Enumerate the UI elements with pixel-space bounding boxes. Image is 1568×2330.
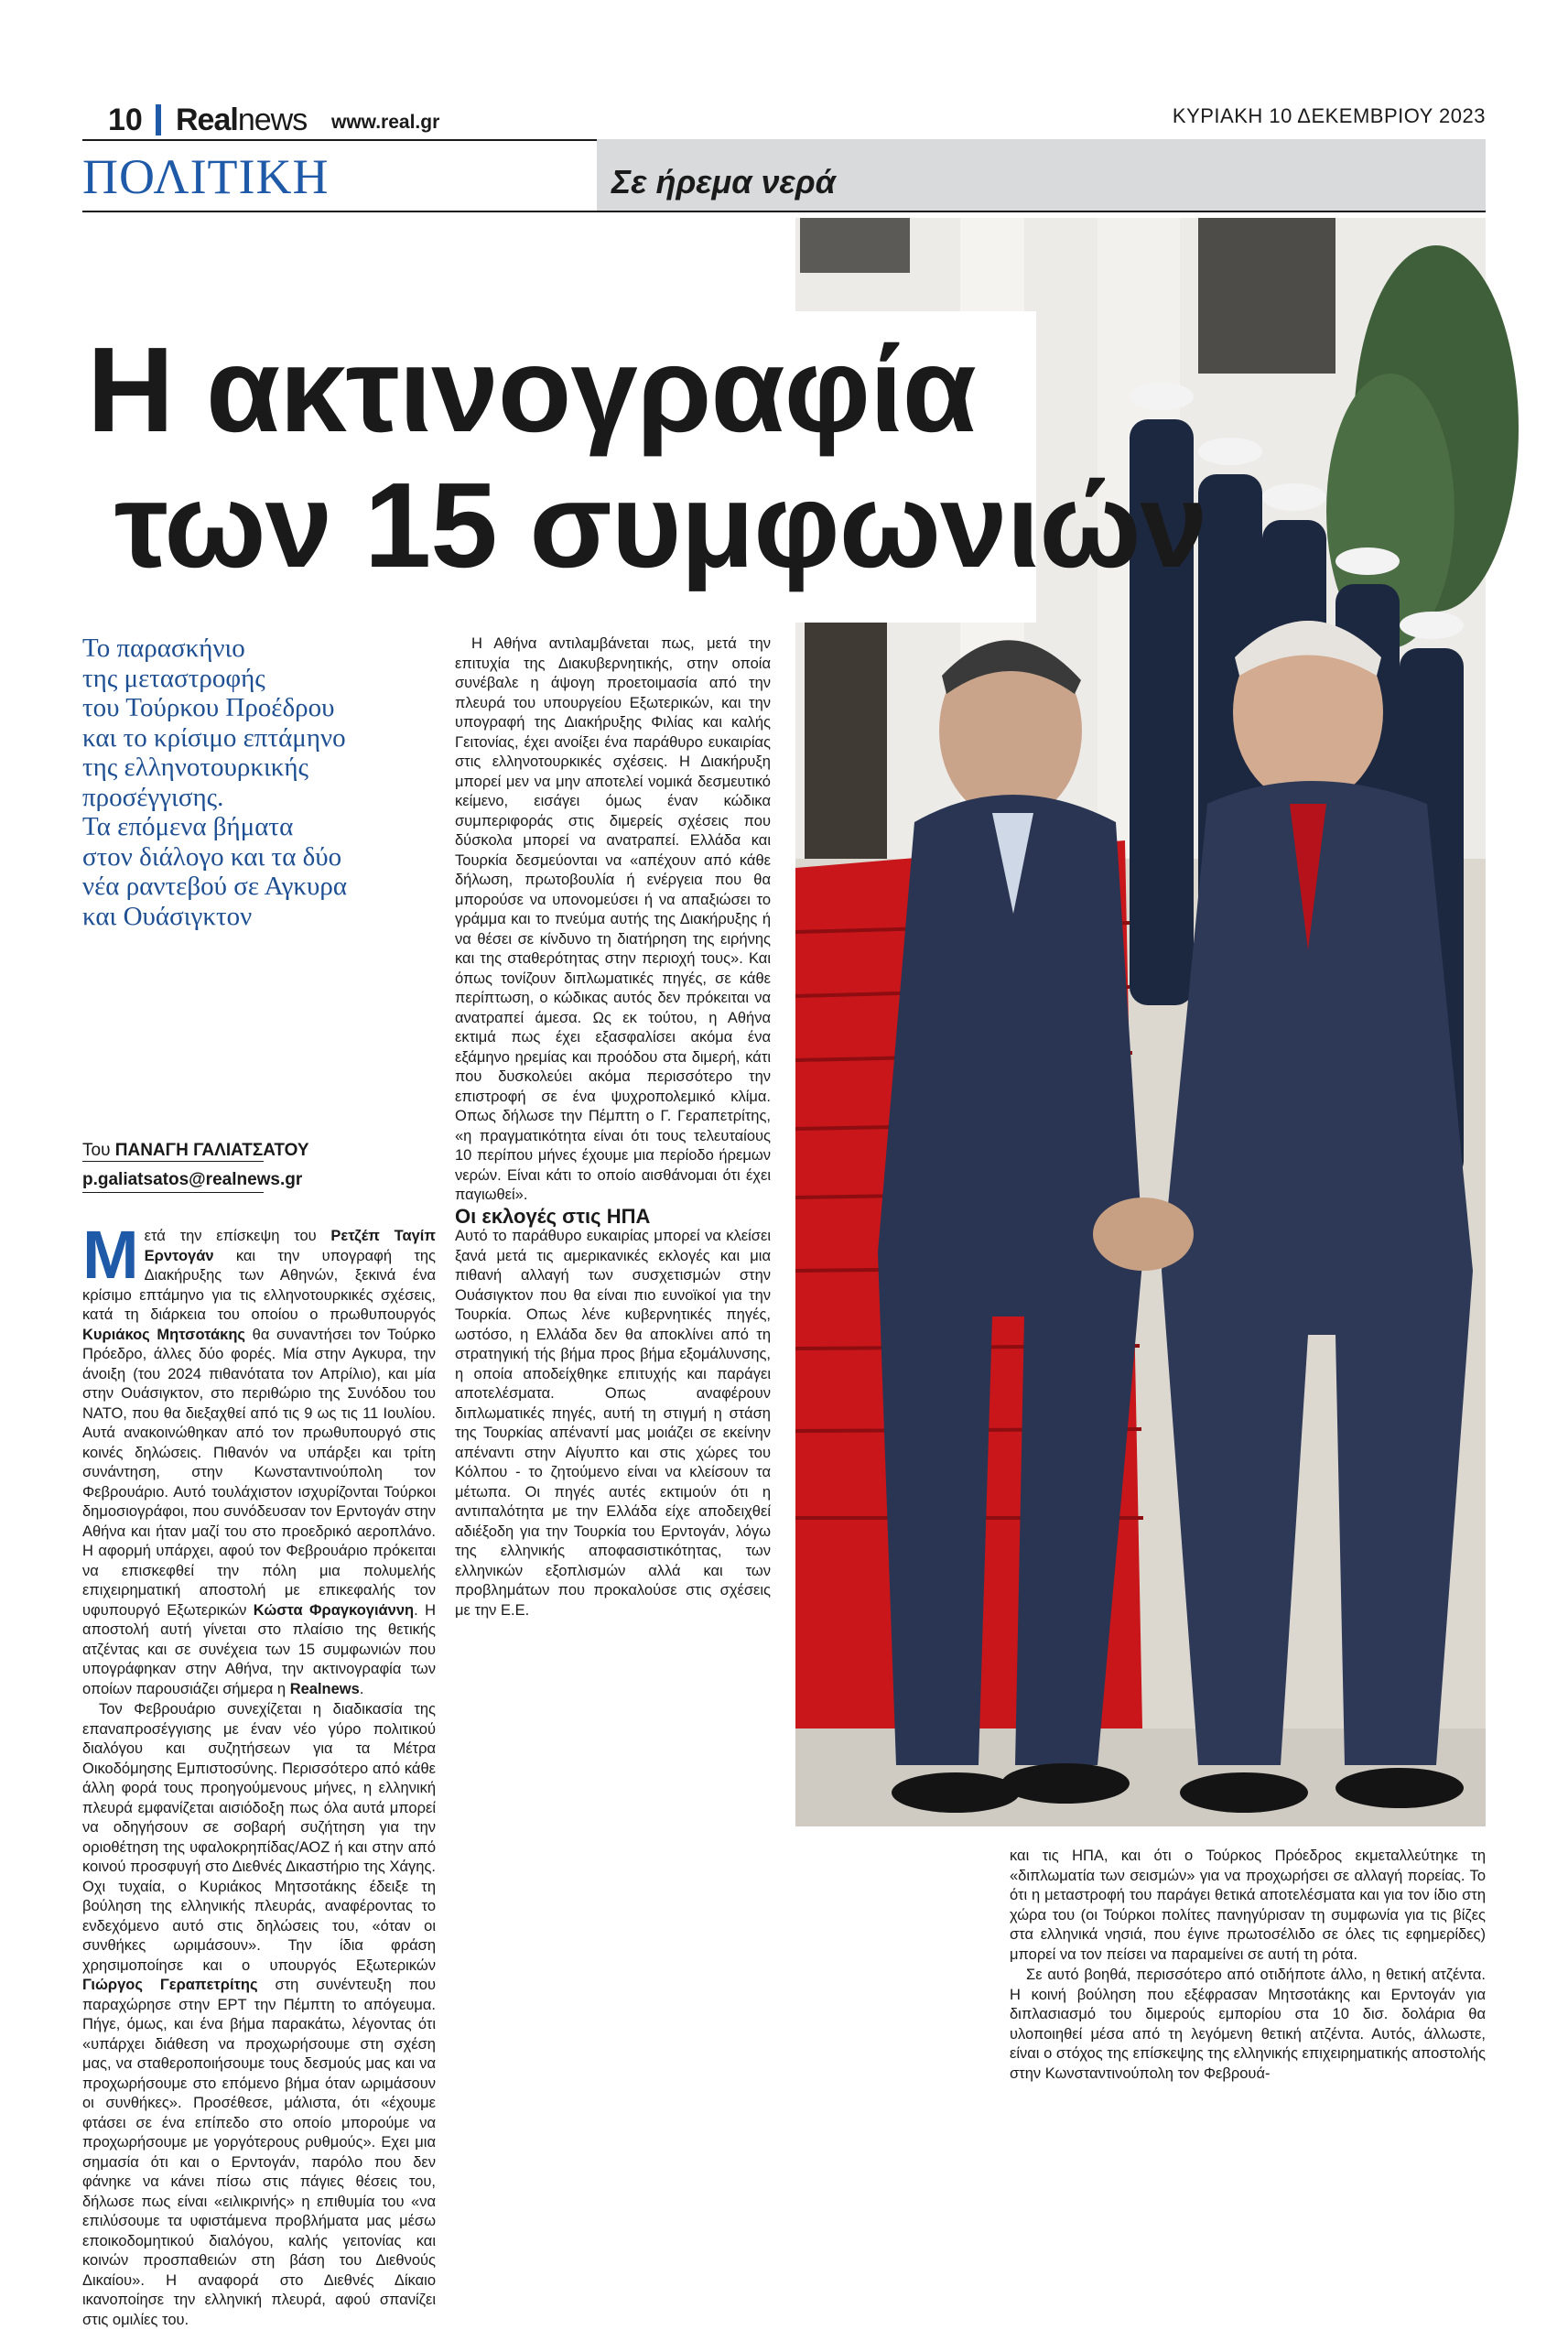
- deck-line: της ελληνοτουρκικής: [82, 753, 309, 782]
- brand-logo: [176, 103, 307, 138]
- name-realnews: Realnews: [289, 1680, 360, 1697]
- text-run: θα συναντήσει τον Τούρκο Πρόεδρο, άλλες δύο φορές. Μία στην Αγκυρα, την άνοιξη (του 2024 πιθανότατα τον Απρίλιο), και μία στην Ουάσιγκτον, στο περιθώριο της Συνόδου του ΝΑΤΟ, που θα διεξαχθεί από τις 9 ως τις 11 Ιουλίου. Αυτά ανακοινώθηκαν από τον πρωθυπουργό στις κοινές δηλώσεις. Πιθανόν να υπάρξει και τρίτη συνάντηση, στην Κωνσταντινούπολη τον Φεβρουάριο. Αυτό τουλάχιστον ισχυρίζονται Τούρκοι δημοσιογράφοι, που συνόδευσαν τον Ερντογάν στην Αθήνα και ήταν μαζί του στο προεδρικό αεροπλάνο. Η αφορμή υπάρχει, αφού τον Φεβρουάριο πρόκειται να επισκεφθεί την πόλη μια πολυμελής επιχειρηματική αποστολή με επικεφαλής τον υφυπουργό Εξωτερικών: [82, 1326, 436, 1619]
- headline: [87, 322, 1206, 593]
- text-run: . Η αποστολή αυτή γίνεται στο πλαίσιο της θετικής ατζέντας και σε συνέχεια των 15 συμφωνιών που υπογράφηκαν στην Αθήνα, την ακτινογραφία των οποίων παρουσιάζει σήμερα η: [82, 1601, 436, 1697]
- paragraph: Αυτό το παράθυρο ευκαιρίας μπορεί να κλείσει ξανά μετά τις αμερικανικές εκλογές και μια πιθανή αλλαγή των συσχετισμών στην Ουάσιγκτον που θα είναι πιο ευνοϊκοί για την Τουρκία. Οπως λένε κυβερνητικές πηγές, ωστόσο, η Ελλάδα δεν θα αποκλίνει από τη στρατηγική τής βήμα προς βήμα εξομάλυνσης, η οποία αποδείχθηκε επιτυχής και παράγει αποτελέσματα. Οπως αναφέρουν διπλωματικές πηγές, αυτή τη στιγμή η στάση της Τουρκίας απέναντί μας μοιάζει σε εκείνην απέναντι στην Αίγυπτο και στις χώρες του Κόλπου - το ζητούμενο είναι να κλείσουν τα μέτωπα. Οι πηγές αυτές εκτιμούν ότι η αντιπαλότητα με την Ελλάδα είχε αποδειχθεί αδιέξοδη για την Τουρκία του Ερντογάν, λόγω της ελληνικής αποφασιστικότητας, των ελληνικών εξοπλισμών αλλά και των προβλημάτων που προκαλούσε στις σχέσεις με την Ε.Ε.: [455, 1228, 771, 1619]
- deck-line: στον διάλογο και τα δύο: [82, 841, 342, 872]
- name-gerapetritis: Γιώργος Γεραπετρίτης: [82, 1977, 258, 1993]
- deck-line: νέα ραντεβού σε Αγκυρα: [82, 872, 348, 901]
- brand-real: Real: [176, 103, 238, 137]
- brand-news: news: [237, 103, 308, 137]
- name-mitsotakis: Κυριάκος Μητσοτάκης: [82, 1326, 245, 1343]
- headline-line-1: Η ακτινογραφία: [87, 322, 976, 457]
- author-email: p.galiatsatos@realnews.gr: [82, 1170, 303, 1189]
- page-number-divider: [156, 104, 161, 135]
- deck-line: προσέγγισης.: [82, 782, 224, 812]
- text-run: .: [359, 1680, 364, 1697]
- byline-prefix: Του: [82, 1141, 111, 1160]
- section-rule: [82, 211, 1486, 212]
- deck: [82, 634, 398, 931]
- text-run: και την υπογραφή της Διακήρυξης των Αθηνών, ξεκινά ένα κρίσιμο επτάμηνο για τις ελληνοτουρκικές σχέσεις, κατά τη διάρκεια του οποίου ο πρωθυπουργός: [82, 1247, 436, 1323]
- byline-rule: [82, 1161, 264, 1162]
- article-column-1: [82, 1217, 437, 2328]
- article-column-3: [1010, 1847, 1486, 2084]
- subheading: Οι εκλογές στις ΗΠΑ: [455, 1204, 651, 1228]
- headline-line-2: των 15 συμφωνιών: [114, 458, 1207, 592]
- issue-date: ΚΥΡΙΑΚΗ 10 ΔΕΚΕΜΒΡΙΟΥ 2023: [1172, 104, 1486, 127]
- article-column-2: [455, 634, 771, 1620]
- byline: [82, 1141, 309, 1161]
- section-title: ΠΟΛΙΤΙΚΗ: [82, 149, 330, 204]
- name-erdogan: Ρετζέπ Ταγίπ Ερντογάν: [144, 1228, 436, 1264]
- paragraph: Σε αυτό βοηθά, περισσότερο από οτιδήποτε άλλο, η θετική ατζέντα. Η κοινή βούληση που εξέφρασαν Μητσοτάκης και Ερντογάν για διπλασιασμό του διμερούς εμπορίου στα 10 δισ. δολάρια θα υλοποιηθεί μέσα από τη λεγόμενη θετική ατζέντα. Αυτός, άλλωστε, είναι ο στόχος της επίσκεψης της ελληνικής επιχειρηματικής αποστολής στην Κωνσταντινούπολη τον Φεβρουά-: [1010, 1967, 1486, 2082]
- deck-line: Τα επόμενα βήματα: [82, 812, 294, 841]
- name-fragkogiannis: Κώστα Φραγκογιάννη: [253, 1601, 415, 1619]
- text-run: Τον Φεβρουάριο συνεχίζεται η διαδικασία της επαναπροσέγγισης με έναν νέο γύρο πολιτικού διαλόγου και συζητήσεων για τα Μέτρα Οικοδόμησης Εμπιστοσύνης. Περισσότερο από κάθε άλλη φορά τους προηγούμενους μήνες, η ελληνική πλευρά εμφανίζεται αισιόδοξη πως όλα αυτά μπορεί να οδηγήσουν σε σοβαρή συζήτηση για την οριοθέτηση της υφαλοκρηπίδας/ΑΟΖ ή και στην από κοινού προσφυγή στο Διεθνές Δικαστήριο της Χάγης. Οχι τυχαία, ο Κυριάκος Μητσοτάκης έδειξε τη βούληση της ελληνικής πλευράς, αναφέροντας το ενδεχόμενο αυτό στις δηλώσεις του, «όταν οι συνθήκες ωριμάσουν». Την ίδια φράση χρησιμοποίησε και ο υπουργός Εξωτερικών: [82, 1701, 436, 1974]
- email-rule: [82, 1192, 264, 1193]
- page-number: 10: [108, 103, 143, 137]
- paragraph: και τις ΗΠΑ, και ότι ο Τούρκος Πρόεδρος εκμεταλλεύτηκε τη «διπλωματία των σεισμών» για να προχωρήσει σε αλλαγή πορείας. Το ότι η μεταστροφή του παράγει θετικά αποτελέσματα και για τον ίδιο στη χώρα του (οι Τούρκοι πολίτες πανηγύρισαν τη συμφωνία για τις βίζες στα ελληνικά νησιά, που έγινε πρωτοσέλιδο σε όλες τις εφημερίδες) μπορεί να τον πείσει να παραμείνει σε αυτή τη ρότα.: [1010, 1848, 1486, 1963]
- deck-line: του Τούρκου Προέδρου: [82, 693, 335, 722]
- text-run: στη συνέντευξη που παραχώρησε στην ΕΡΤ την Πέμπτη το απόγευμα. Πήγε, όμως, και ένα βήμα παρακάτω, λέγοντας ότι «υπάρχει διάθεση να προχωρήσουμε στη σχέση μας, να σταθεροποιήσουμε τους δεσμούς μας και να προχωρήσουμε στο επόμενο βήμα όταν ωριμάσουν οι συνθήκες». Προσέθεσε, μάλιστα, ότι «έχουμε φτάσει σε ένα επίπεδο στο οποίο μπορούμε να προχωρήσουμε με γοργότερους ρυθμούς». Εχει μια σημασία ότι και ο Ερντογάν, παρόλο που δεν φάνηκε να κάνει πίσω στις πάγιες θέσεις του, δήλωσε πως είναι «ειλικρινής» η επιθυμία του «να επιλύσουμε τα υφιστάμενα προβλήματα μας μέσω εποικοδομητικού διαλόγου, καλής γειτονίας και κοινών προσπαθειών στη βάση του Διεθνούς Δικαίου». Η αναφορά στο Διεθνές Δίκαιο ικανοποίησε την ελληνική πλευρά, αφού σπανίζει στις ομιλίες του.: [82, 1977, 437, 2328]
- deck-line: και Ουάσιγκτον: [82, 901, 253, 931]
- dropcap: Μ: [82, 1217, 139, 1293]
- paragraph: [82, 1217, 436, 1699]
- brand-url: www.real.gr: [331, 112, 440, 133]
- kicker-title: Σε ήρεμα νερά: [611, 163, 836, 200]
- text-run: ετά την επίσκεψη του: [144, 1228, 331, 1244]
- deck-line: και το κρίσιμο επτάμηνο: [82, 722, 346, 753]
- deck-line: της μεταστροφής: [82, 663, 265, 693]
- paragraph: [82, 1700, 436, 2330]
- deck-line: Το παρασκήνιο: [82, 634, 245, 663]
- paragraph: Η Αθήνα αντιλαμβάνεται πως, μετά την επιτυχία της Διακυβερνητικής, στην οποία συνέβαλε η άψογη προετοιμασία από την πλευρά του υπουργείου Εξωτερικών, και την υπογραφή της Διακήρυξης Φιλίας και καλής Γειτονίας, έχει ανοίξει ένα παράθυρο ευκαιρίας στις ελληνοτουρκικές σχέσεις. Η Διακήρυξη μπορεί μεν να μην αποτελεί νομικά δεσμευτικό κείμενο, εισάγει όμως έναν κώδικα συμπεριφοράς στις διμερείς σχέσεις που δύσκολα μπορεί να ανατραπεί. Ελλάδα και Τουρκία δεσμεύονται να «απέχουν από κάθε δήλωση, πρωτοβουλία ή ενέργεια που θα μπορούσε να υπονομεύσει ή να απαξιώσει το γράμμα και το πνεύμα αυτής της Διακήρυξης ή να θέσει σε κίνδυνο τη διατήρηση της ειρήνης και της σταθερότητας στην περιοχή τους». Και όπως τονίζουν διπλωματικές πηγές, σε κάθε περίπτωση, ο κώδικας αυτός δεν πρόκειται να ανατραπεί άμεσα. Ως εκ τούτου, η Αθήνα εκτιμά πως έχει εξασφαλίσει ακόμα ένα εξάμηνο ηρεμίας και προόδου στα διμερή, κάτι που δυσκολεύει ακόμα περισσότερο την επιστροφή σε ένα ψυχροπολεμικό κλίμα. Οπως δήλωσε την Πέμπτη ο Γ. Γεραπετρίτης, «η πραγματικότητα είναι ότι τους τελευταίους 10 περίπου μήνες έχουμε μια περίοδο ήρεμων νερών. Είναι κάτι το οποίο αισθάνομαι ότι έχει παγιωθεί».: [455, 635, 771, 1203]
- byline-author: ΠΑΝΑΓΗ ΓΑΛΙΑΤΣΑΤΟΥ: [114, 1141, 309, 1160]
